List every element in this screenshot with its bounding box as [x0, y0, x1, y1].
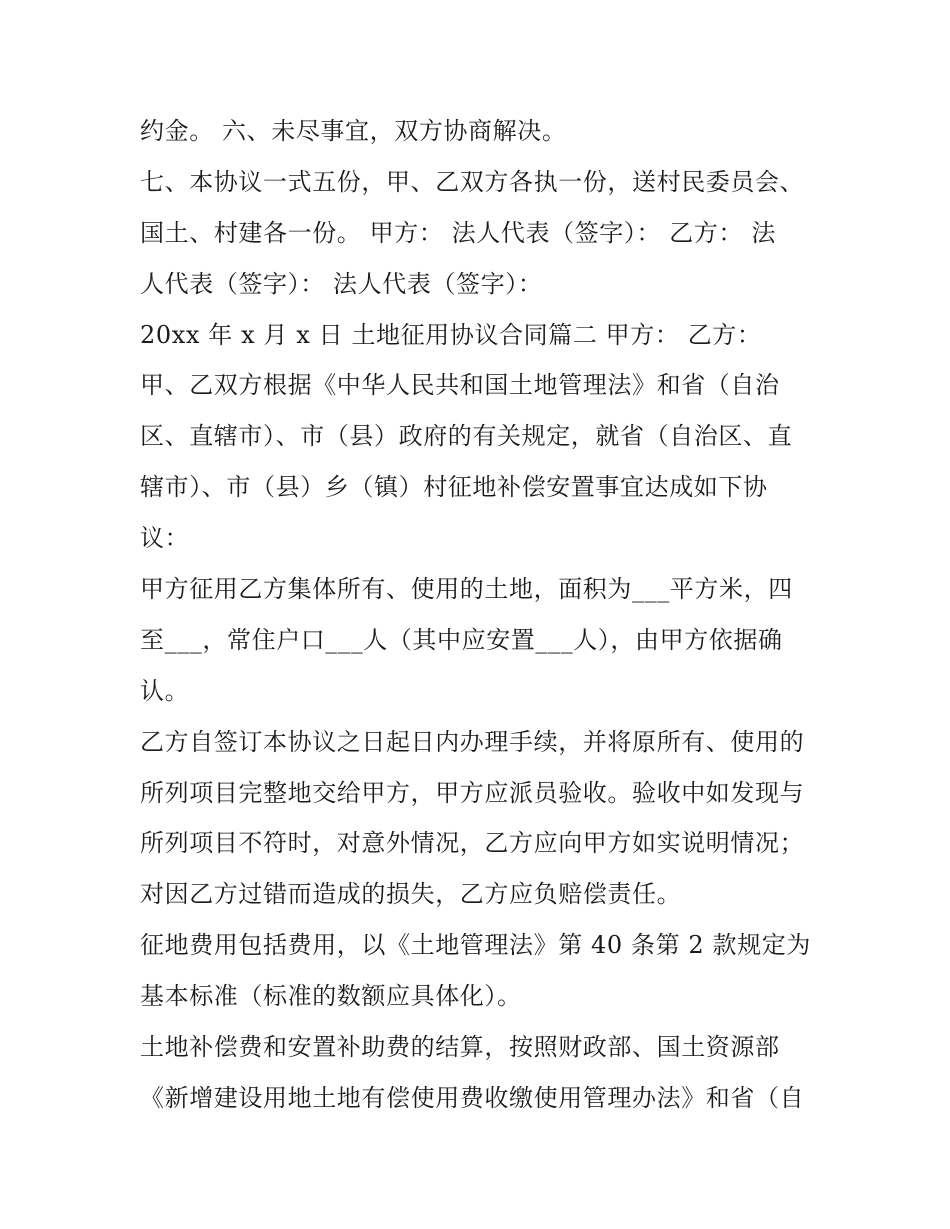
text-line: 甲方征用乙方集体所有、使用的土地，面积为___平方米，四	[140, 575, 793, 604]
text-line: 20xx 年 x 月 x 日 土地征用协议合同篇二 甲方： 乙方：	[140, 320, 762, 349]
text-line: 人代表（签字）： 法人代表（签字）：	[140, 269, 543, 298]
text-line: 所列项目完整地交给甲方，甲方应派员验收。验收中如发现与	[140, 778, 805, 807]
text-line: 认。	[140, 676, 190, 705]
text-line: 辖市）、市（县）乡（镇）村征地补偿安置事宜达成如下协	[140, 473, 768, 502]
document-body	[140, 106, 820, 1124]
text-line: 国土、村建各一份。 甲方： 法人代表（签字）： 乙方： 法	[140, 218, 776, 247]
text-line: 七、本协议一式五份，甲、乙双方各执一份，送村民委员会、	[140, 167, 805, 196]
text-line: 区、直辖市）、市（县）政府的有关规定，就省（自治区、直	[140, 422, 793, 451]
text-line: 征地费用包括费用，以《土地管理法》第 40 条第 2 款规定为	[140, 931, 811, 960]
text-line: 土地补偿费和安置补助费的结算，按照财政部、国土资源部	[140, 1033, 780, 1062]
text-line: 至___，常住户口___人（其中应安置___人），由甲方依据确	[140, 625, 783, 654]
text-line: 约金。 六、未尽事宜，双方协商解决。	[140, 117, 567, 145]
text-line: 甲、乙双方根据《中华人民共和国土地管理法》和省（自治	[140, 371, 780, 400]
text-line: 所列项目不符时，对意外情况，乙方应向甲方如实说明情况；	[140, 829, 805, 858]
text-line: 对因乙方过错而造成的损失，乙方应负赔偿责任。	[140, 880, 682, 909]
text-line: 基本标准（标准的数额应具体化）。	[140, 982, 522, 1011]
text-line: 议：	[140, 524, 190, 553]
text-line: 《新增建设用地土地有偿使用费收缴使用管理办法》和省（自	[140, 1083, 805, 1112]
text-line: 乙方自签订本协议之日起日内办理手续，并将原所有、使用的	[140, 727, 805, 756]
